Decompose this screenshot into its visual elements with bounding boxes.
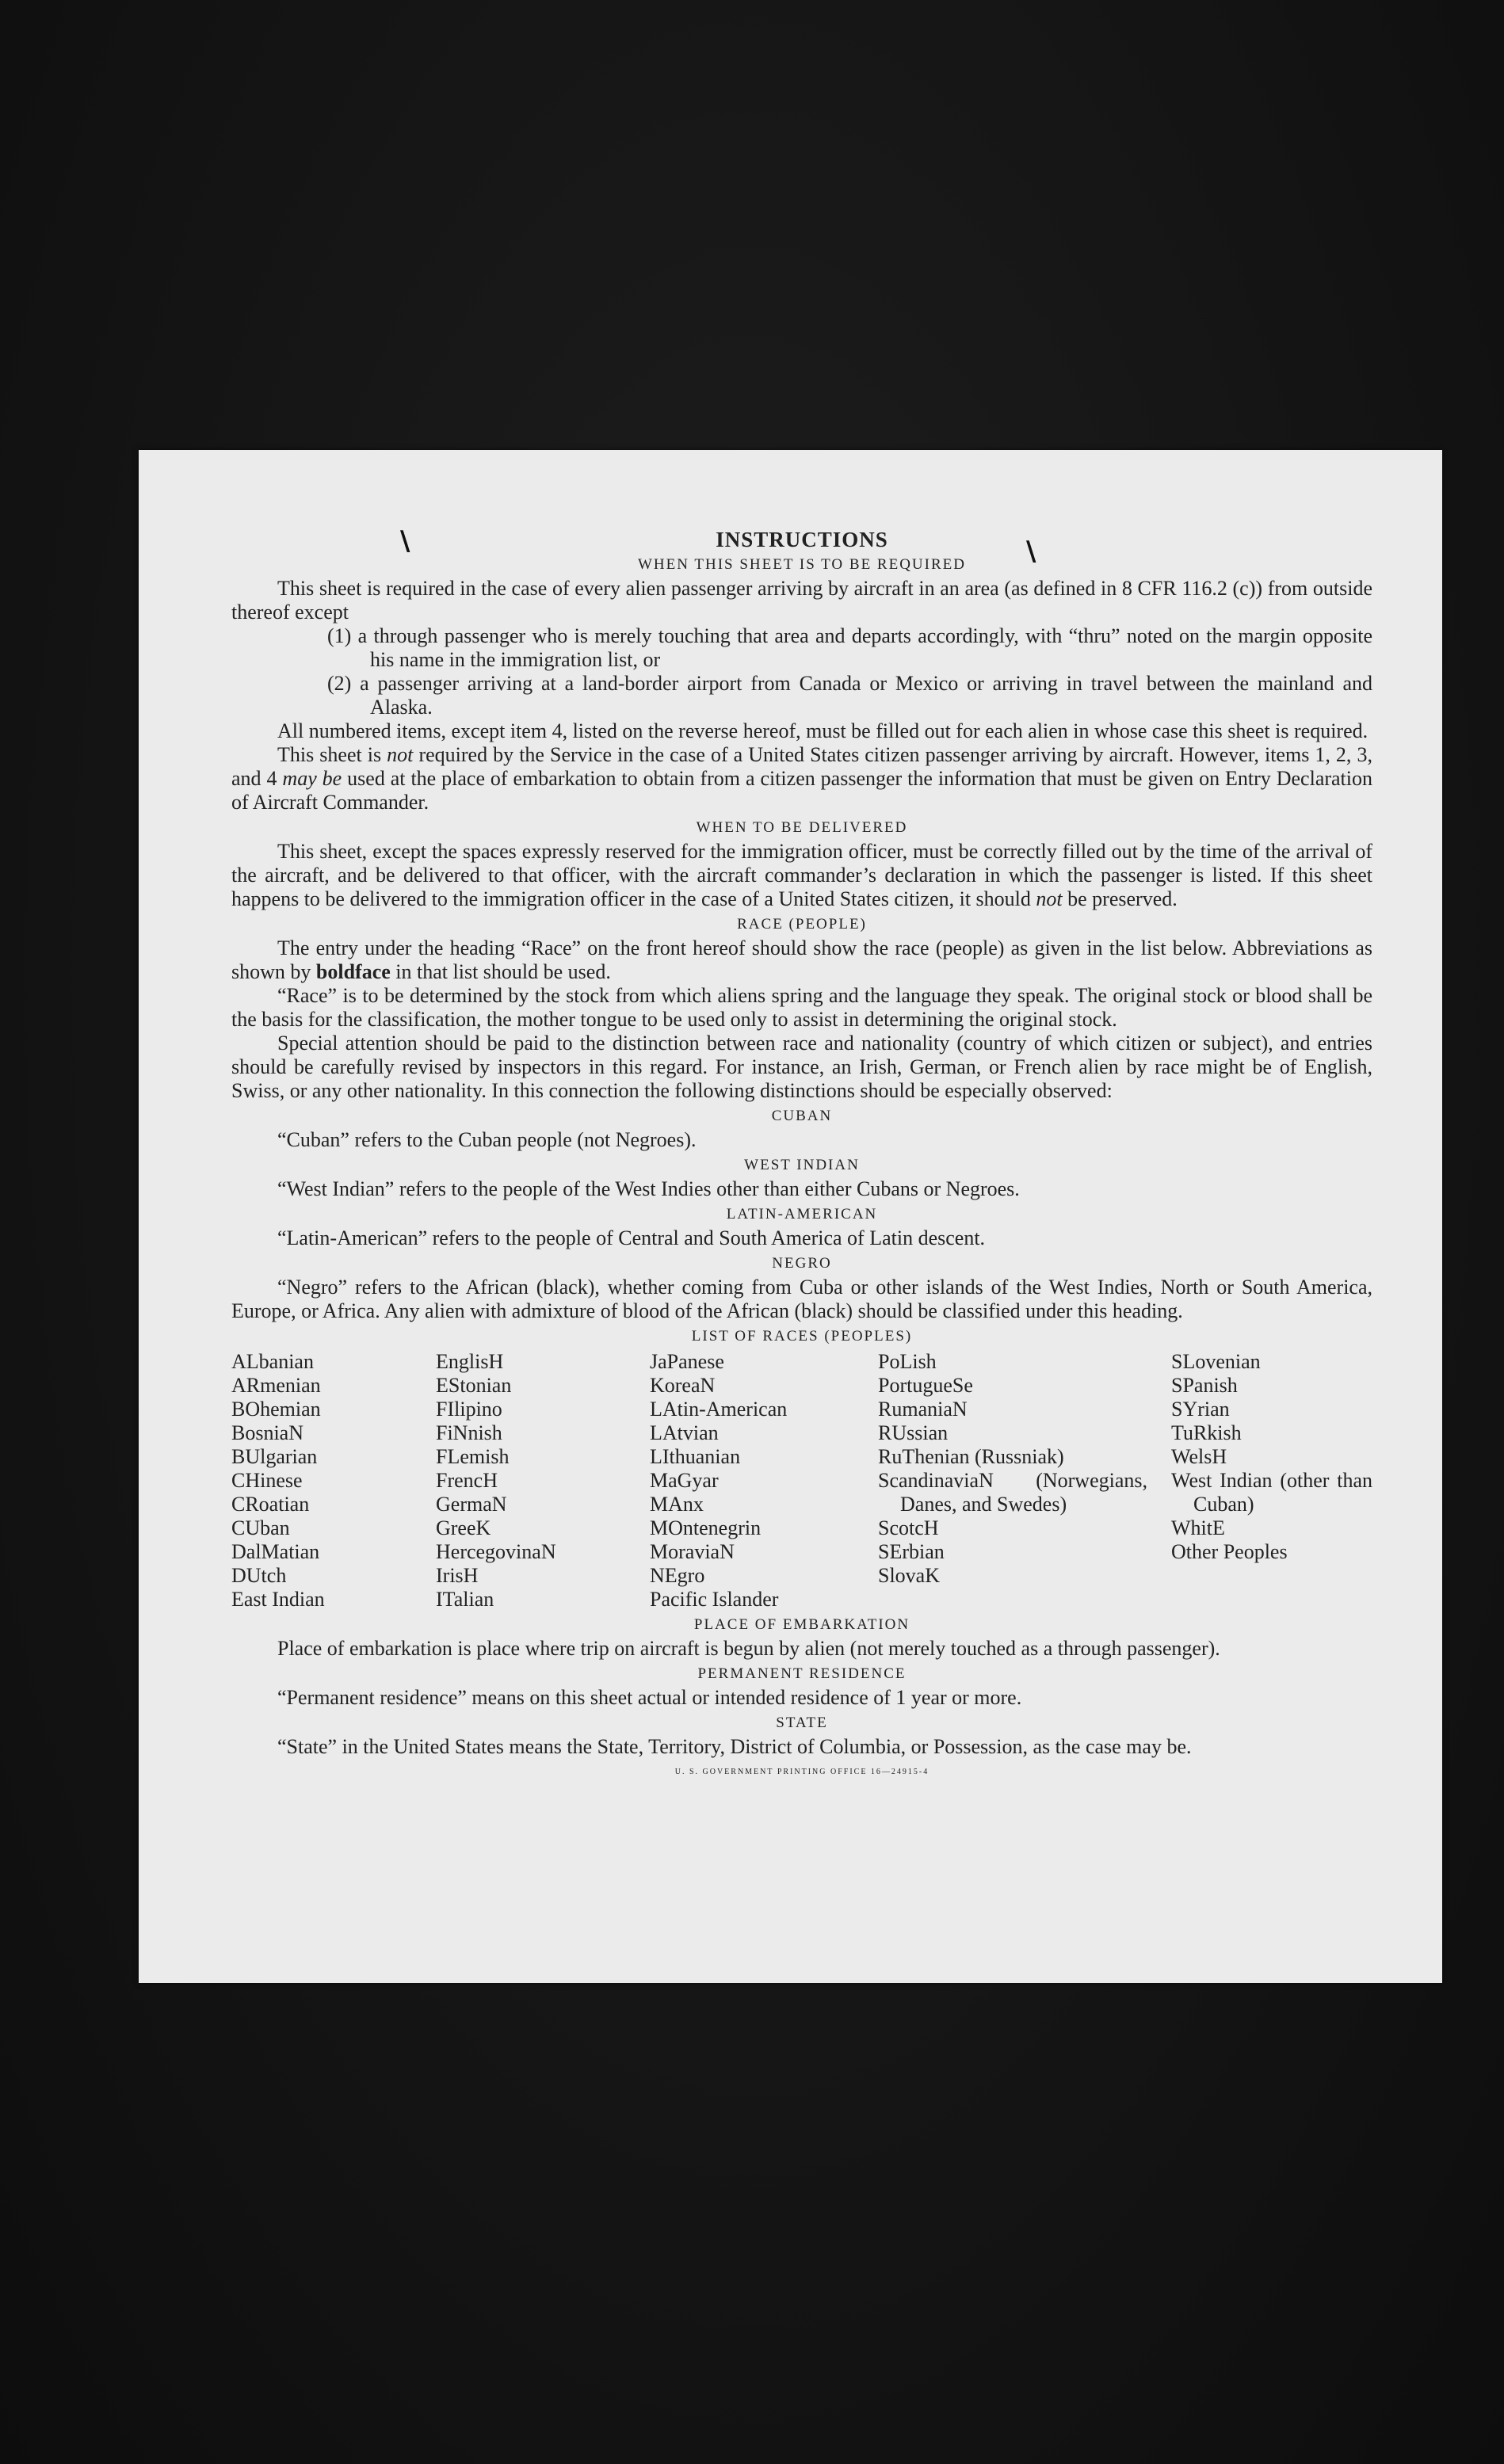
race-item: SLovenian	[1171, 1350, 1261, 1373]
scan-mark-left: \	[400, 525, 410, 557]
definition: “West Indian” refers to the people of the West Indies other than either Cubans or Negroes.	[277, 1177, 1020, 1200]
heading-cuban: CUBAN	[771, 1108, 833, 1124]
paragraph: “Race” is to be determined by the stock from which aliens spring and the language they speak. The original stock or blood shall be the basis for the classification, the mother tongue to be used only to assist in determining the original stock.	[231, 984, 1372, 1031]
race-item: GreeK	[436, 1516, 491, 1539]
race-item: ARmenian	[231, 1374, 321, 1397]
instruction-sheet	[139, 450, 1442, 1983]
race-item: West Indian (other than Cuban)	[1171, 1469, 1372, 1516]
heading-negro: NEGRO	[772, 1255, 832, 1272]
race-item: WhitE	[1171, 1516, 1225, 1539]
page-title: INSTRUCTIONS	[716, 528, 888, 551]
race-column-1	[231, 1350, 436, 1612]
heading-latin-american: LATIN-AMERICAN	[726, 1206, 878, 1222]
paragraph: This sheet is not required by the Service in the case of a United States citizen passenger arriving by aircraft. However, items 1, 2, 3, and 4 may be used at the place of embarkation to obtain from a citizen passenger the information that must be given on Entry Declaration of Aircraft Commander.	[231, 743, 1372, 814]
paragraph: All numbered items, except item 4, listed on the reverse hereof, must be filled out for each alien in whose case this sheet is required.	[277, 719, 1368, 742]
heading-list-of-races: LIST OF RACES (PEOPLES)	[691, 1328, 913, 1345]
race-item: BOhemian	[231, 1398, 321, 1421]
definition: “Latin-American” refers to the people of Central and South America of Latin descent.	[277, 1226, 986, 1249]
race-item: JaPanese	[650, 1350, 724, 1373]
race-item: LIthuanian	[650, 1445, 741, 1468]
race-list	[231, 1350, 1372, 1612]
race-item: IrisH	[436, 1564, 479, 1587]
list-item: (2) a passenger arriving at a land-border airport from Canada or Mexico or arriving in travel between the mainland and Alaska.	[327, 672, 1372, 719]
printing-office-imprint: U. S. GOVERNMENT PRINTING OFFICE 16—24915-4	[674, 1768, 930, 1776]
race-item: NEgro	[650, 1564, 705, 1587]
paragraph: This sheet, except the spaces expressly reserved for the immigration officer, must be correctly filled out by the time of the arrival of the aircraft, and be delivered to that officer, with the aircraft commander’s declaration in which the passenger is listed. If this sheet happens to be delivered to the immigration officer in the case of a United States citizen, it should not be preserved.	[231, 840, 1372, 910]
paragraph: The entry under the heading “Race” on the front hereof should show the race (people) as given in the list below. Abbreviations as shown by boldface in that list should be used.	[231, 936, 1372, 983]
race-item: PortugueSe	[878, 1374, 973, 1397]
paragraph: Special attention should be paid to the distinction between race and nationality (country of which citizen or subject), and entries should be carefully revised by inspectors in this regard. For instance, an Irish, German, or French alien by race might be of English, Swiss, or any other nationality. In this connection the following distinctions should be especially observed:	[231, 1032, 1372, 1102]
definition: “State” in the United States means the State, Territory, District of Columbia, or Possession, as the case may be.	[277, 1735, 1192, 1758]
race-item: MAnx	[650, 1493, 704, 1516]
heading-when-required: WHEN THIS SHEET IS TO BE REQUIRED	[638, 556, 966, 573]
paragraph: This sheet is required in the case of every alien passenger arriving by aircraft in an area (as defined in 8 CFR 116.2 (c)) from outside thereof except	[231, 577, 1372, 624]
heading-place-of-embarkation: PLACE OF EMBARKATION	[693, 1616, 910, 1633]
race-item: LAtin-American	[650, 1398, 788, 1421]
definition: “Permanent residence” means on this sheet actual or intended residence of 1 year or more.	[277, 1686, 1022, 1709]
race-item: FLemish	[436, 1445, 510, 1468]
heading-race: RACE (PEOPLE)	[737, 916, 867, 933]
sheet-content	[231, 528, 1372, 1784]
race-item: CUban	[231, 1516, 290, 1539]
race-item: KoreaN	[650, 1374, 716, 1397]
definition: Place of embarkation is place where trip on aircraft is begun by alien (not merely touched as a through passenger).	[277, 1637, 1220, 1660]
scan-mark-right: \	[1026, 536, 1036, 567]
race-item: ScotcH	[878, 1516, 939, 1539]
heading-permanent-residence: PERMANENT RESIDENCE	[697, 1665, 907, 1682]
race-item: EnglisH	[436, 1350, 504, 1373]
race-item: ITalian	[436, 1588, 494, 1611]
heading-when-delivered: WHEN TO BE DELIVERED	[696, 819, 908, 836]
race-column-5	[1171, 1350, 1372, 1612]
race-column-3	[650, 1350, 878, 1612]
race-item: MOntenegrin	[650, 1516, 762, 1539]
definition: “Cuban” refers to the Cuban people (not Negroes).	[277, 1128, 697, 1151]
race-item: LAtvian	[650, 1421, 719, 1444]
race-item: BosniaN	[231, 1421, 303, 1444]
heading-state: STATE	[776, 1715, 828, 1731]
race-item: FiNnish	[436, 1421, 502, 1444]
race-item: RUssian	[878, 1421, 949, 1444]
race-item: CRoatian	[231, 1493, 310, 1516]
race-item: PoLish	[878, 1350, 937, 1373]
race-item: TuRkish	[1171, 1421, 1242, 1444]
heading-west-indian: WEST INDIAN	[744, 1157, 860, 1173]
race-item: SlovaK	[878, 1564, 940, 1587]
race-column-4	[878, 1350, 1171, 1612]
race-item: DUtch	[231, 1564, 287, 1587]
race-item: East Indian	[231, 1588, 325, 1611]
race-item: MoraviaN	[650, 1540, 735, 1563]
race-item: RumaniaN	[878, 1398, 968, 1421]
race-item: WelsH	[1171, 1445, 1227, 1468]
race-item: ScandinaviaN (Norwegians, Danes, and Swedes)	[878, 1469, 1147, 1516]
race-item: Pacific Islander	[650, 1588, 779, 1611]
race-item: RuThenian (Russniak)	[878, 1445, 1064, 1468]
race-item: SPanish	[1171, 1374, 1238, 1397]
race-item: SYrian	[1171, 1398, 1230, 1421]
race-item: FIlipino	[436, 1398, 502, 1421]
race-item: SErbian	[878, 1540, 945, 1563]
race-item: CHinese	[231, 1469, 303, 1492]
list-item: (1) a through passenger who is merely touching that area and departs accordingly, with “thru” noted on the margin opposite his name in the immigration list, or	[327, 624, 1372, 671]
race-item: MaGyar	[650, 1469, 719, 1492]
race-column-2	[436, 1350, 650, 1612]
race-item: BUlgarian	[231, 1445, 318, 1468]
race-item: ALbanian	[231, 1350, 314, 1373]
race-item: GermaN	[436, 1493, 507, 1516]
race-item: DalMatian	[231, 1540, 320, 1563]
definition: “Negro” refers to the African (black), whether coming from Cuba or other islands of the West Indies, North or South America, Europe, or Africa. Any alien with admixture of blood of the African (black) should be classified under this heading.	[231, 1276, 1372, 1322]
race-item: Other Peoples	[1171, 1540, 1288, 1563]
race-item: HercegovinaN	[436, 1540, 556, 1563]
race-item: EStonian	[436, 1374, 512, 1397]
race-item: FrencH	[436, 1469, 498, 1492]
